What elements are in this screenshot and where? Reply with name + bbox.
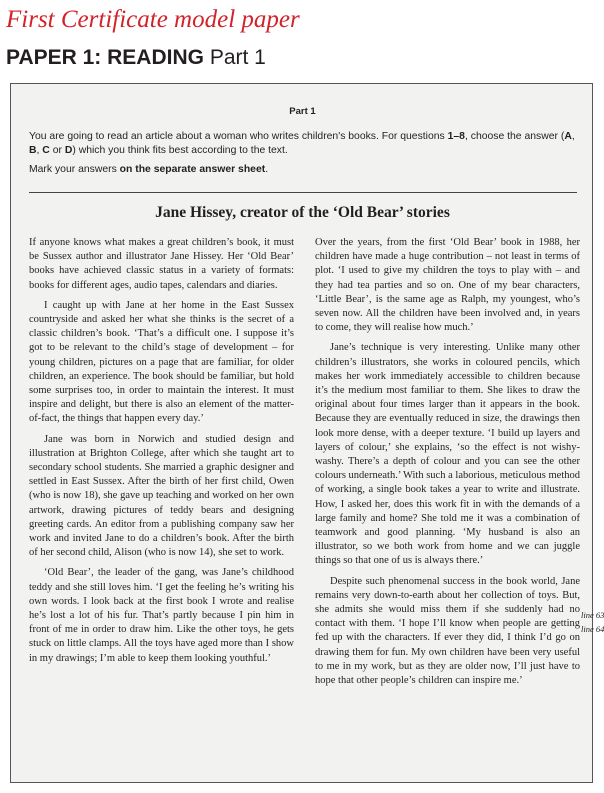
instr-text: You are going to read an article about a woman who writes children's books. For questions: [29, 131, 448, 142]
option-a: A: [564, 131, 572, 142]
paragraph: Despite such phenomenal success in the book world, Jane remains very down-to-earth about her collection of toys. But, she admits she would miss them if she suddenly had no contact with them. ‘I hope I’ll know when people are getting fed up with the characters. If ever they did, I think I’d go on drawing them for fun. My own children have been very useful to me in my work, but as they are older now, I’ll just have to hope that other people’s children can inspire me.’: [315, 575, 580, 687]
instr-text: ) which you think fits best according to the text.: [72, 144, 288, 156]
option-b: B: [29, 144, 37, 156]
paper-heading: [6, 46, 266, 70]
instructions-line-2: [29, 163, 577, 177]
exam-box: [10, 83, 604, 783]
instr-text: , choose the answer (: [464, 131, 565, 142]
paper-title: PAPER 1: READING: [6, 46, 204, 69]
instr-sep: or: [49, 144, 65, 156]
paragraph: Jane’s technique is very interesting. Unlike many other children’s illustrators, she works in coloured pencils, which makes her work immediately accessible to children because it’s the medium most familiar to them. She likes to draw the original about four times larger than it appears in the book. Because they are eventually reduced in size, the drawings then look more dense, with a deeper texture. ‘I build up layers and layers of colour,’ she explains, ‘so the effect is not wishy-washy. There’s a depth of colour and you can see the other colours underneath.’ With such a laborious, meticulous method of working, a single book takes a year to write and illustrate. How, I asked her, does this work fit in with the demands of a large family and home? She told me it was a combination of teamwork and good planning. ‘My husband is also an illustrator, so we both work from home and we can juggle things so that one of us is always there.’: [315, 342, 580, 567]
option-d: D: [64, 144, 73, 156]
instr-text: Mark your answers: [29, 164, 120, 175]
paragraph: Jane was born in Norwich and studied design and illustration at Brighton College, after which she taught art to secondary school students. She married a graphic designer and settled in East Sussex. After the birth of her first child, Owen (who is now 18), she gave up teaching and worked on her own artwork, drawing pictures of teddy bears and designing greeting cards. An editor from a publishing company saw her work and invited Jane to do a children’s book. After the birth of her second child, Alison (who is now 14), she set to work.: [29, 433, 294, 559]
paper-part: Part 1: [209, 46, 266, 69]
divider: [29, 192, 577, 193]
article-column-left: [29, 236, 294, 672]
instr-answer-sheet: on the separate answer sheet: [119, 164, 266, 175]
certificate-title: First Certificate model paper: [6, 6, 300, 33]
option-c: C: [42, 144, 50, 156]
part-heading: Part 1: [289, 106, 316, 117]
article-column-right: [315, 236, 580, 694]
instr-sep: ,: [36, 144, 43, 156]
instructions: [29, 130, 577, 183]
instr-question-range: 1–8: [447, 131, 465, 142]
line-marker-63: line 63: [581, 610, 604, 620]
instr-sep: ,: [571, 131, 575, 142]
line-marker-64: line 64: [581, 624, 604, 634]
paragraph: If anyone knows what makes a great children’s book, it must be Sussex author and illustrator Jane Hissey. Her ‘Old Bear’ books have achieved classic status in a variety of formats: books for different ages, audio tapes, calendars and diaries.: [29, 237, 294, 291]
instructions-line-1: [29, 130, 577, 157]
paragraph: Over the years, from the first ‘Old Bear’ book in 1988, her children have made a huge contribution – not least in terms of plot. ‘I used to give my children the toys to play with – and they had tea parties and so on. One of my bear characters, ‘Little Bear’, is the same age as Ralph, my youngest, who’s seven now. All the children have been involved and, in years to come, they will realise how much.’: [315, 237, 580, 334]
paragraph: ‘Old Bear’, the leader of the gang, was Jane’s childhood teddy and she still loves him. ‘I get the feeling he’s writing his own words. I look back at the first book I wrote and realise he’s lost a lot of his fur. That’s partly because I pin him in front of me in order to draw him. Like the other toys, he gets stuck on little clamps. All the toys have aged more than I show in my drawings; I’m able to keep them looking youthful.’: [29, 567, 294, 664]
paragraph: I caught up with Jane at her home in the East Sussex countryside and asked her what she thinks is the secret of a classic children’s book. ‘That’s a difficult one. I suppose it’s got to be relevant to the child’s stage of development – for young children, pictures on a page that are familiar, for older children, an experience. The book should be familiar, but hold some surprises too, in order to maintain the interest. It must inspire and delight, but there is also an element of the matter-of-fact, the things that happen every day.’: [29, 299, 294, 425]
article-title: Jane Hissey, creator of the ‘Old Bear’ stories: [155, 204, 450, 221]
instr-text: .: [265, 164, 269, 175]
